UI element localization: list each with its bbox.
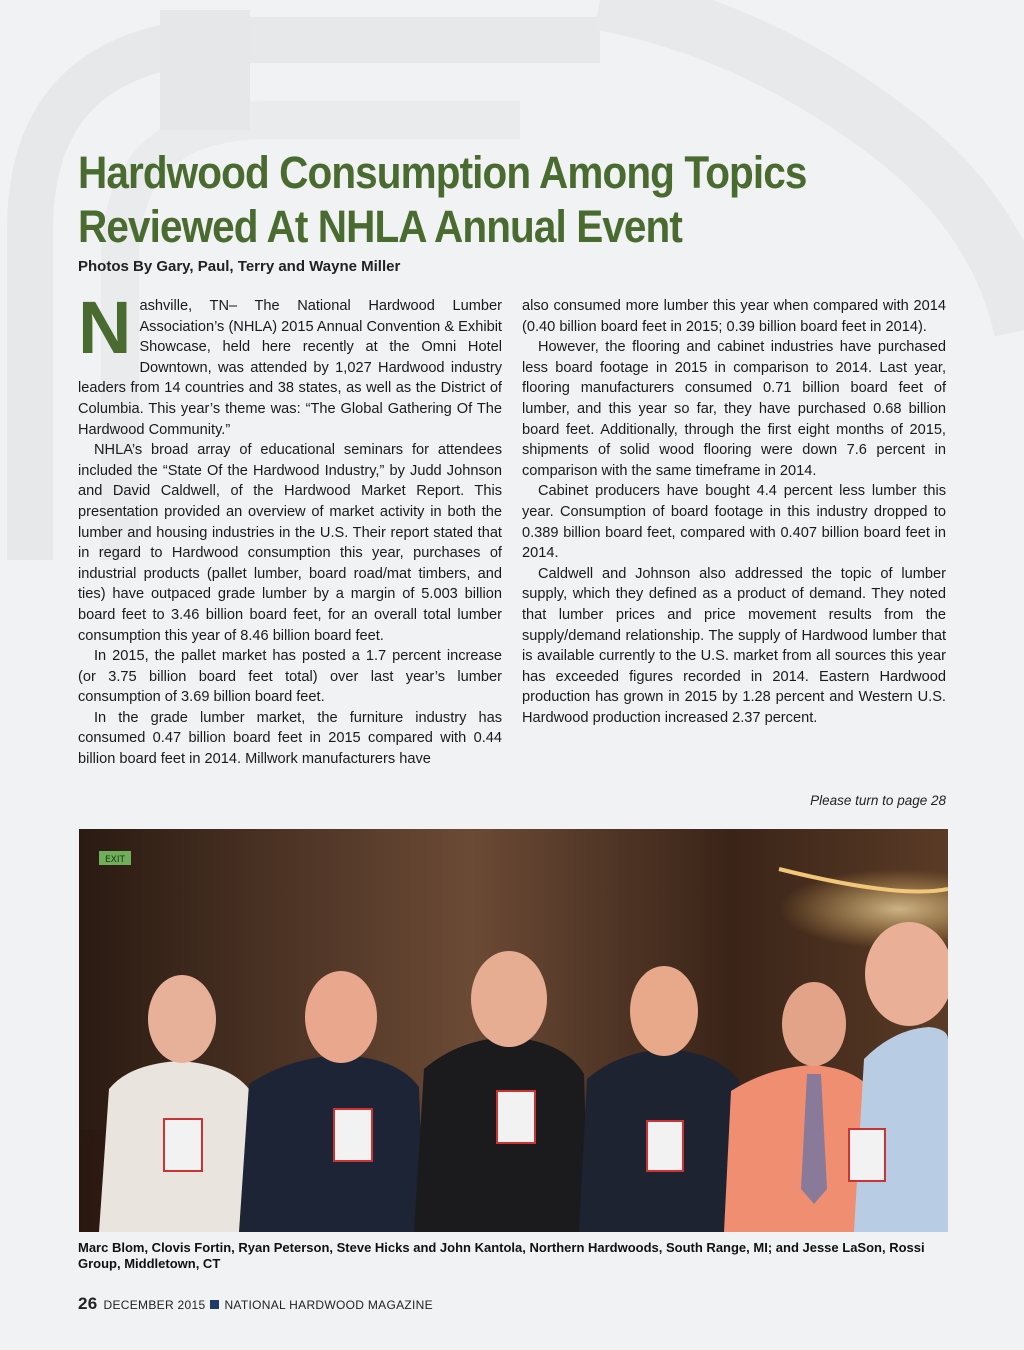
paragraph: also consumed more lumber this year when compared with 2014 (0.40 billion board feet in 2015; 0.39 billion board feet in 2014). [522, 298, 946, 335]
paragraph: In 2015, the pallet market has posted a 1.7 percent increase (or 3.75 billion board feet total) over last year’s lumber consumption of 3.69 billion board feet. [78, 648, 502, 706]
paragraph: NHLA’s broad array of educational seminars for attendees included the “State Of the Hardwood Industry,” by Judd Johnson and David Caldwell, of the Hardwood Market Report. This presentation provided an overview of market activity in both the lumber and housing industries in the U.S. Their report stated that in regard to Hardwood consumption this year, purchases of industrial products (pallet lumber, board road/mat timbers, and ties) have outpaced grade lumber by a margin of 5.003 billion board feet to 3.46 billion board feet, for an overall total lumber consumption this year of 8.46 billion board feet. [78, 442, 502, 644]
group-photo [79, 829, 948, 1232]
paragraph: Cabinet producers have bought 4.4 percent less lumber this year. Consumption of board footage in this industry dropped to 0.389 billion board feet, compared with 0.407 billion board feet in 2014. [522, 483, 946, 562]
svg-text:EXIT: EXIT [104, 855, 126, 865]
headline-line-1: Hardwood Consumption Among Topics [78, 147, 807, 198]
group-photo-illustration [79, 829, 948, 1232]
photo-credit: Photos By Gary, Paul, Terry and Wayne Miller [78, 258, 401, 275]
magazine-name: NATIONAL HARDWOOD MAGAZINE [224, 1298, 433, 1312]
article-headline [78, 146, 870, 254]
page-number: 26 [78, 1294, 98, 1313]
paragraph: In the grade lumber market, the furniture industry has consumed 0.47 billion board feet in 2015 compared with 0.44 billion board feet in 2014. Millwork manufacturers have [78, 709, 502, 768]
separator-square-icon [210, 1300, 219, 1309]
article-right-column [522, 296, 946, 728]
paragraph: Caldwell and Johnson also addressed the topic of lumber supply, which they defined as a product of demand. They noted that lumber prices and price movement results from the supply/demand relationship. The supply of Hardwood lumber that is available currently to the U.S. market from all sources this year has exceeded figures recorded in 2014. Eastern Hardwood production has grown in 2015 by 1.28 percent and Western U.S. Hardwood production increased 2.37 percent. [522, 565, 946, 726]
photo-caption: Marc Blom, Clovis Fortin, Ryan Peterson, Steve Hicks and John Kantola, Northern Hardwoods, South Range, MI; and Jesse LaSon, Rossi Group, Middletown, CT [78, 1240, 925, 1271]
continued-on-page-note: Please turn to page 28 [810, 793, 946, 808]
page-footer [78, 1294, 433, 1314]
article-left-column [78, 286, 502, 770]
issue-date: DECEMBER 2015 [103, 1298, 206, 1312]
paragraph: Nashville, TN– The National Hardwood Lumber Association’s (NHLA) 2015 Annual Convention & Exhibit Showcase, held here recently at the Omni Hotel Downtown, was attended by 1,027 Hardwood industry leaders from 14 countries and 38 states, as well as the District of Columbia. This year’s theme was: “The Global Gathering Of The Hardwood Community.” [78, 286, 502, 438]
paragraph: However, the flooring and cabinet industries have purchased less board footage in 2015 in comparison to 2014. Last year, flooring manufacturers consumed 0.71 billion board feet of lumber, and this year so far, they have purchased 0.68 billion board feet. Additionally, through the first eight months of 2015, shipments of solid wood flooring were down 7.6 percent in comparison with the same timeframe in 2014. [522, 339, 946, 479]
headline-line-2: Reviewed At NHLA Annual Event [78, 201, 682, 252]
drop-cap: N [78, 286, 132, 369]
